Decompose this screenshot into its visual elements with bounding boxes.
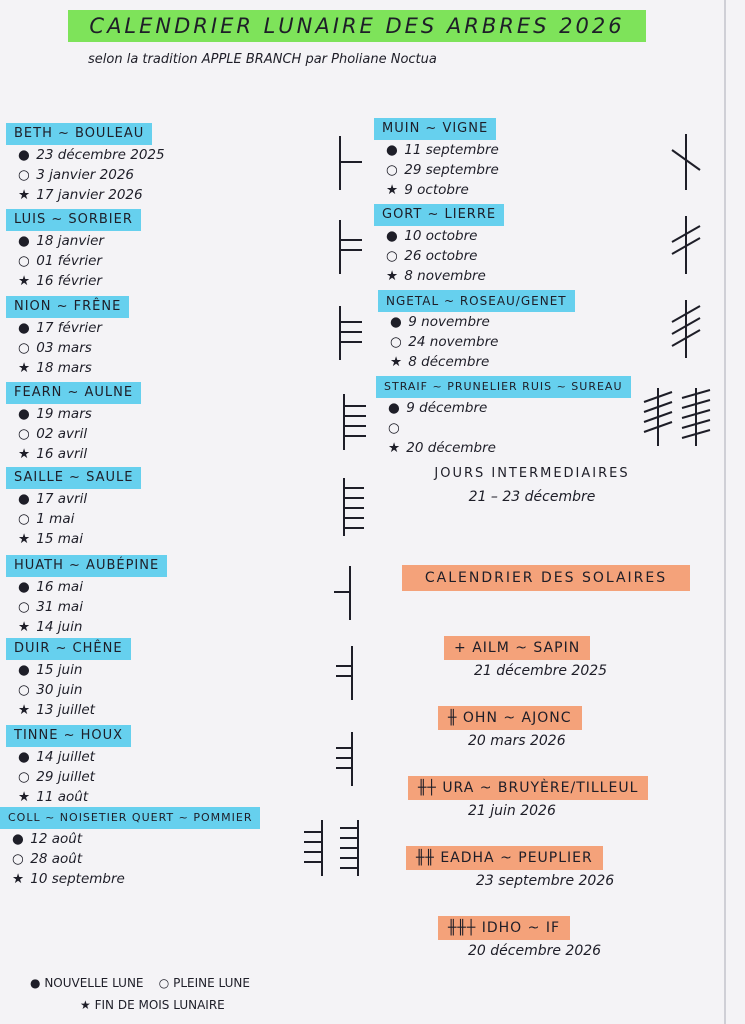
full-moon-date <box>376 418 676 438</box>
solar-date: 20 mars 2026 <box>468 733 566 749</box>
new-moon-icon: ● <box>18 749 30 765</box>
new-moon-date: ● 19 mars <box>18 406 92 422</box>
solar-name: ╫┼ URA ~ BRUYÈRE/TILLEUL <box>408 776 648 800</box>
legend-row-end <box>30 994 250 1016</box>
full-moon-icon: ○ <box>390 334 402 350</box>
star-icon: ★ <box>386 268 399 284</box>
star-icon: ★ <box>390 354 403 370</box>
month-fearn <box>6 381 346 464</box>
ogham-coll-quert-icon <box>298 818 368 880</box>
full-moon-date: ○ 1 mai <box>18 511 75 527</box>
new-moon-date: ● 17 avril <box>18 491 88 507</box>
month-header: SAILLE ~ SAULE <box>6 467 141 489</box>
new-moon-date: ● 12 août <box>12 831 83 847</box>
month-header: LUIS ~ SORBIER <box>6 209 141 231</box>
month-header: GORT ~ LIERRE <box>374 204 504 226</box>
legend-full-moon: PLEINE LUNE <box>173 976 250 990</box>
full-moon-icon: ○ <box>18 682 30 698</box>
new-moon-date: ● 23 décembre 2025 <box>18 147 165 163</box>
legend <box>30 972 250 1016</box>
legend-row-moons <box>30 972 250 994</box>
new-moon-date: ● 15 juin <box>18 662 83 678</box>
month-header: STRAIF ~ PRUNELIER RUIS ~ SUREAU <box>376 376 631 398</box>
month-end-date: ★ 16 avril <box>18 446 88 462</box>
new-moon-icon: ● <box>18 147 30 163</box>
star-icon: ★ <box>388 440 401 456</box>
new-moon-icon: ● <box>18 406 30 422</box>
full-moon-date: ○ 30 juin <box>18 682 83 698</box>
solar-name: ╫╫┼ IDHO ~ IF <box>438 916 570 940</box>
ogham-ohn-icon: ╫ <box>448 710 458 726</box>
intermediate-dates: 21 – 23 décembre <box>468 489 596 505</box>
ogham-fearn-icon <box>334 392 370 454</box>
full-moon-icon: ○ <box>158 976 170 990</box>
intermediate-title: JOURS INTERMEDIAIRES <box>434 466 630 481</box>
month-end-date: ★ 17 janvier 2026 <box>18 187 143 203</box>
full-moon-icon: ○ <box>18 253 30 269</box>
full-moon-date: ○ 02 avril <box>18 426 88 442</box>
full-moon-date: ○ 29 juillet <box>18 769 95 785</box>
page-title: CALENDRIER LUNAIRE DES ARBRES 2026 <box>68 10 646 42</box>
new-moon-date: ● 11 septembre <box>386 142 499 158</box>
month-end-date: ★ 11 août <box>18 789 89 805</box>
month-header: COLL ~ NOISETIER QUERT ~ POMMIER <box>0 807 260 829</box>
month-huath <box>6 554 346 637</box>
ogham-ailm-icon: + <box>454 640 467 656</box>
full-moon-icon: ○ <box>12 851 24 867</box>
month-end-date: ★ 15 mai <box>18 531 83 547</box>
full-moon-icon: ○ <box>388 420 400 436</box>
new-moon-icon: ● <box>388 400 400 416</box>
ogham-huath-icon <box>330 564 366 624</box>
solar-name: + AILM ~ SAPIN <box>444 636 590 660</box>
ogham-muin-icon <box>668 132 704 192</box>
month-end-date: ★ 9 octobre <box>386 182 469 198</box>
star-icon: ★ <box>18 619 31 635</box>
solar-title: CALENDRIER DES SOLAIRES <box>402 565 690 591</box>
new-moon-date: ● 17 février <box>18 320 102 336</box>
month-header: HUATH ~ AUBÉPINE <box>6 555 167 577</box>
solar-date: 23 septembre 2026 <box>476 873 615 889</box>
new-moon-icon: ● <box>18 662 30 678</box>
month-header: NION ~ FRÊNE <box>6 296 129 318</box>
new-moon-date: ● 14 juillet <box>18 749 95 765</box>
ogham-beth-icon <box>330 134 366 194</box>
ogham-ngetal-icon <box>668 298 704 362</box>
new-moon-icon: ● <box>18 491 30 507</box>
ogham-nion-icon <box>330 304 366 364</box>
month-gort <box>374 203 674 286</box>
month-end-date: ★ 13 juillet <box>18 702 95 718</box>
paper-edge <box>724 0 726 1024</box>
new-moon-icon: ● <box>386 142 398 158</box>
star-icon: ★ <box>18 702 31 718</box>
star-icon: ★ <box>18 531 31 547</box>
new-moon-icon: ● <box>390 314 402 330</box>
month-header: FEARN ~ AULNE <box>6 382 141 404</box>
month-end-date: ★ 8 novembre <box>386 268 486 284</box>
full-moon-date: ○ 03 mars <box>18 340 92 356</box>
new-moon-icon: ● <box>12 831 24 847</box>
month-ngetal <box>378 290 678 372</box>
new-moon-icon: ● <box>18 579 30 595</box>
month-nion <box>6 295 346 378</box>
ogham-eadha-icon: ╫╫ <box>416 850 435 866</box>
new-moon-date: ● 10 octobre <box>386 228 478 244</box>
full-moon-icon: ○ <box>18 426 30 442</box>
full-moon-icon: ○ <box>18 340 30 356</box>
month-tinne <box>6 724 346 807</box>
page-subtitle: selon la tradition APPLE BRANCH par Pholiane Noctua <box>88 52 437 67</box>
full-moon-date: ○ 01 février <box>18 253 102 269</box>
solar-idho <box>438 916 601 962</box>
full-moon-date: ○ 31 mai <box>18 599 83 615</box>
star-icon: ★ <box>80 998 91 1012</box>
month-end-date: ★ 18 mars <box>18 360 92 376</box>
new-moon-date: ● 16 mai <box>18 579 83 595</box>
ogham-gort-icon <box>668 214 704 278</box>
full-moon-date: ○ 29 septembre <box>386 162 499 178</box>
full-moon-icon: ○ <box>386 248 398 264</box>
new-moon-icon: ● <box>386 228 398 244</box>
full-moon-date: ○ 26 octobre <box>386 248 478 264</box>
month-end-date: ★ 10 septembre <box>12 871 125 887</box>
ogham-ura-icon: ╫┼ <box>418 780 437 796</box>
solar-ailm <box>444 636 607 682</box>
ogham-straif-ruis-icon <box>640 386 716 450</box>
solar-eadha <box>406 846 614 892</box>
full-moon-date: ○ 28 août <box>12 851 83 867</box>
new-moon-icon: ● <box>18 320 30 336</box>
solar-ohn <box>438 706 582 752</box>
ogham-luis-icon <box>330 218 366 278</box>
legend-new-moon: NOUVELLE LUNE <box>44 976 144 990</box>
new-moon-date: ● 18 janvier <box>18 233 104 249</box>
solar-date: 21 décembre 2025 <box>474 663 608 679</box>
month-header: BETH ~ BOULEAU <box>6 123 152 145</box>
solar-ura <box>408 776 648 822</box>
ogham-duir-icon <box>330 644 366 704</box>
solar-date: 20 décembre 2026 <box>468 943 602 959</box>
full-moon-icon: ○ <box>386 162 398 178</box>
star-icon: ★ <box>18 446 31 462</box>
month-header: TINNE ~ HOUX <box>6 725 131 747</box>
month-beth <box>6 122 346 205</box>
solar-date: 21 juin 2026 <box>468 803 556 819</box>
star-icon: ★ <box>18 789 31 805</box>
month-coll-quert <box>0 806 340 889</box>
new-moon-date: ● 9 novembre <box>390 314 490 330</box>
ogham-tinne-icon <box>330 730 366 790</box>
full-moon-icon: ○ <box>18 769 30 785</box>
full-moon-icon: ○ <box>18 167 30 183</box>
new-moon-date: ● 9 décembre <box>388 400 488 416</box>
month-end-date: ★ 16 février <box>18 273 102 289</box>
ogham-idho-icon: ╫╫┼ <box>448 920 477 936</box>
month-header: NGETAL ~ ROSEAU/GENET <box>378 290 575 312</box>
star-icon: ★ <box>18 273 31 289</box>
month-end-date: ★ 8 décembre <box>390 354 490 370</box>
solar-name: ╫ OHN ~ AJONC <box>438 706 582 730</box>
ogham-saille-icon <box>334 476 370 540</box>
star-icon: ★ <box>18 187 31 203</box>
solar-name: ╫╫ EADHA ~ PEUPLIER <box>406 846 603 870</box>
star-icon: ★ <box>386 182 399 198</box>
month-header: DUIR ~ CHÊNE <box>6 638 131 660</box>
full-moon-icon: ○ <box>18 599 30 615</box>
month-straif-ruis <box>376 375 676 458</box>
full-moon-date: ○ 3 janvier 2026 <box>18 167 135 183</box>
month-end-date: ★ 14 juin <box>18 619 83 635</box>
star-icon: ★ <box>18 360 31 376</box>
intermediate-days <box>412 466 652 505</box>
star-icon: ★ <box>12 871 25 887</box>
month-muin <box>374 117 674 200</box>
new-moon-icon: ● <box>18 233 30 249</box>
month-saille <box>6 466 346 549</box>
legend-month-end: FIN DE MOIS LUNAIRE <box>94 998 225 1012</box>
month-end-date: ★ 20 décembre <box>388 440 496 456</box>
new-moon-icon: ● <box>30 976 41 990</box>
full-moon-date: ○ 24 novembre <box>390 334 499 350</box>
month-luis <box>6 208 346 291</box>
month-duir <box>6 637 346 720</box>
full-moon-icon: ○ <box>18 511 30 527</box>
month-header: MUIN ~ VIGNE <box>374 118 496 140</box>
